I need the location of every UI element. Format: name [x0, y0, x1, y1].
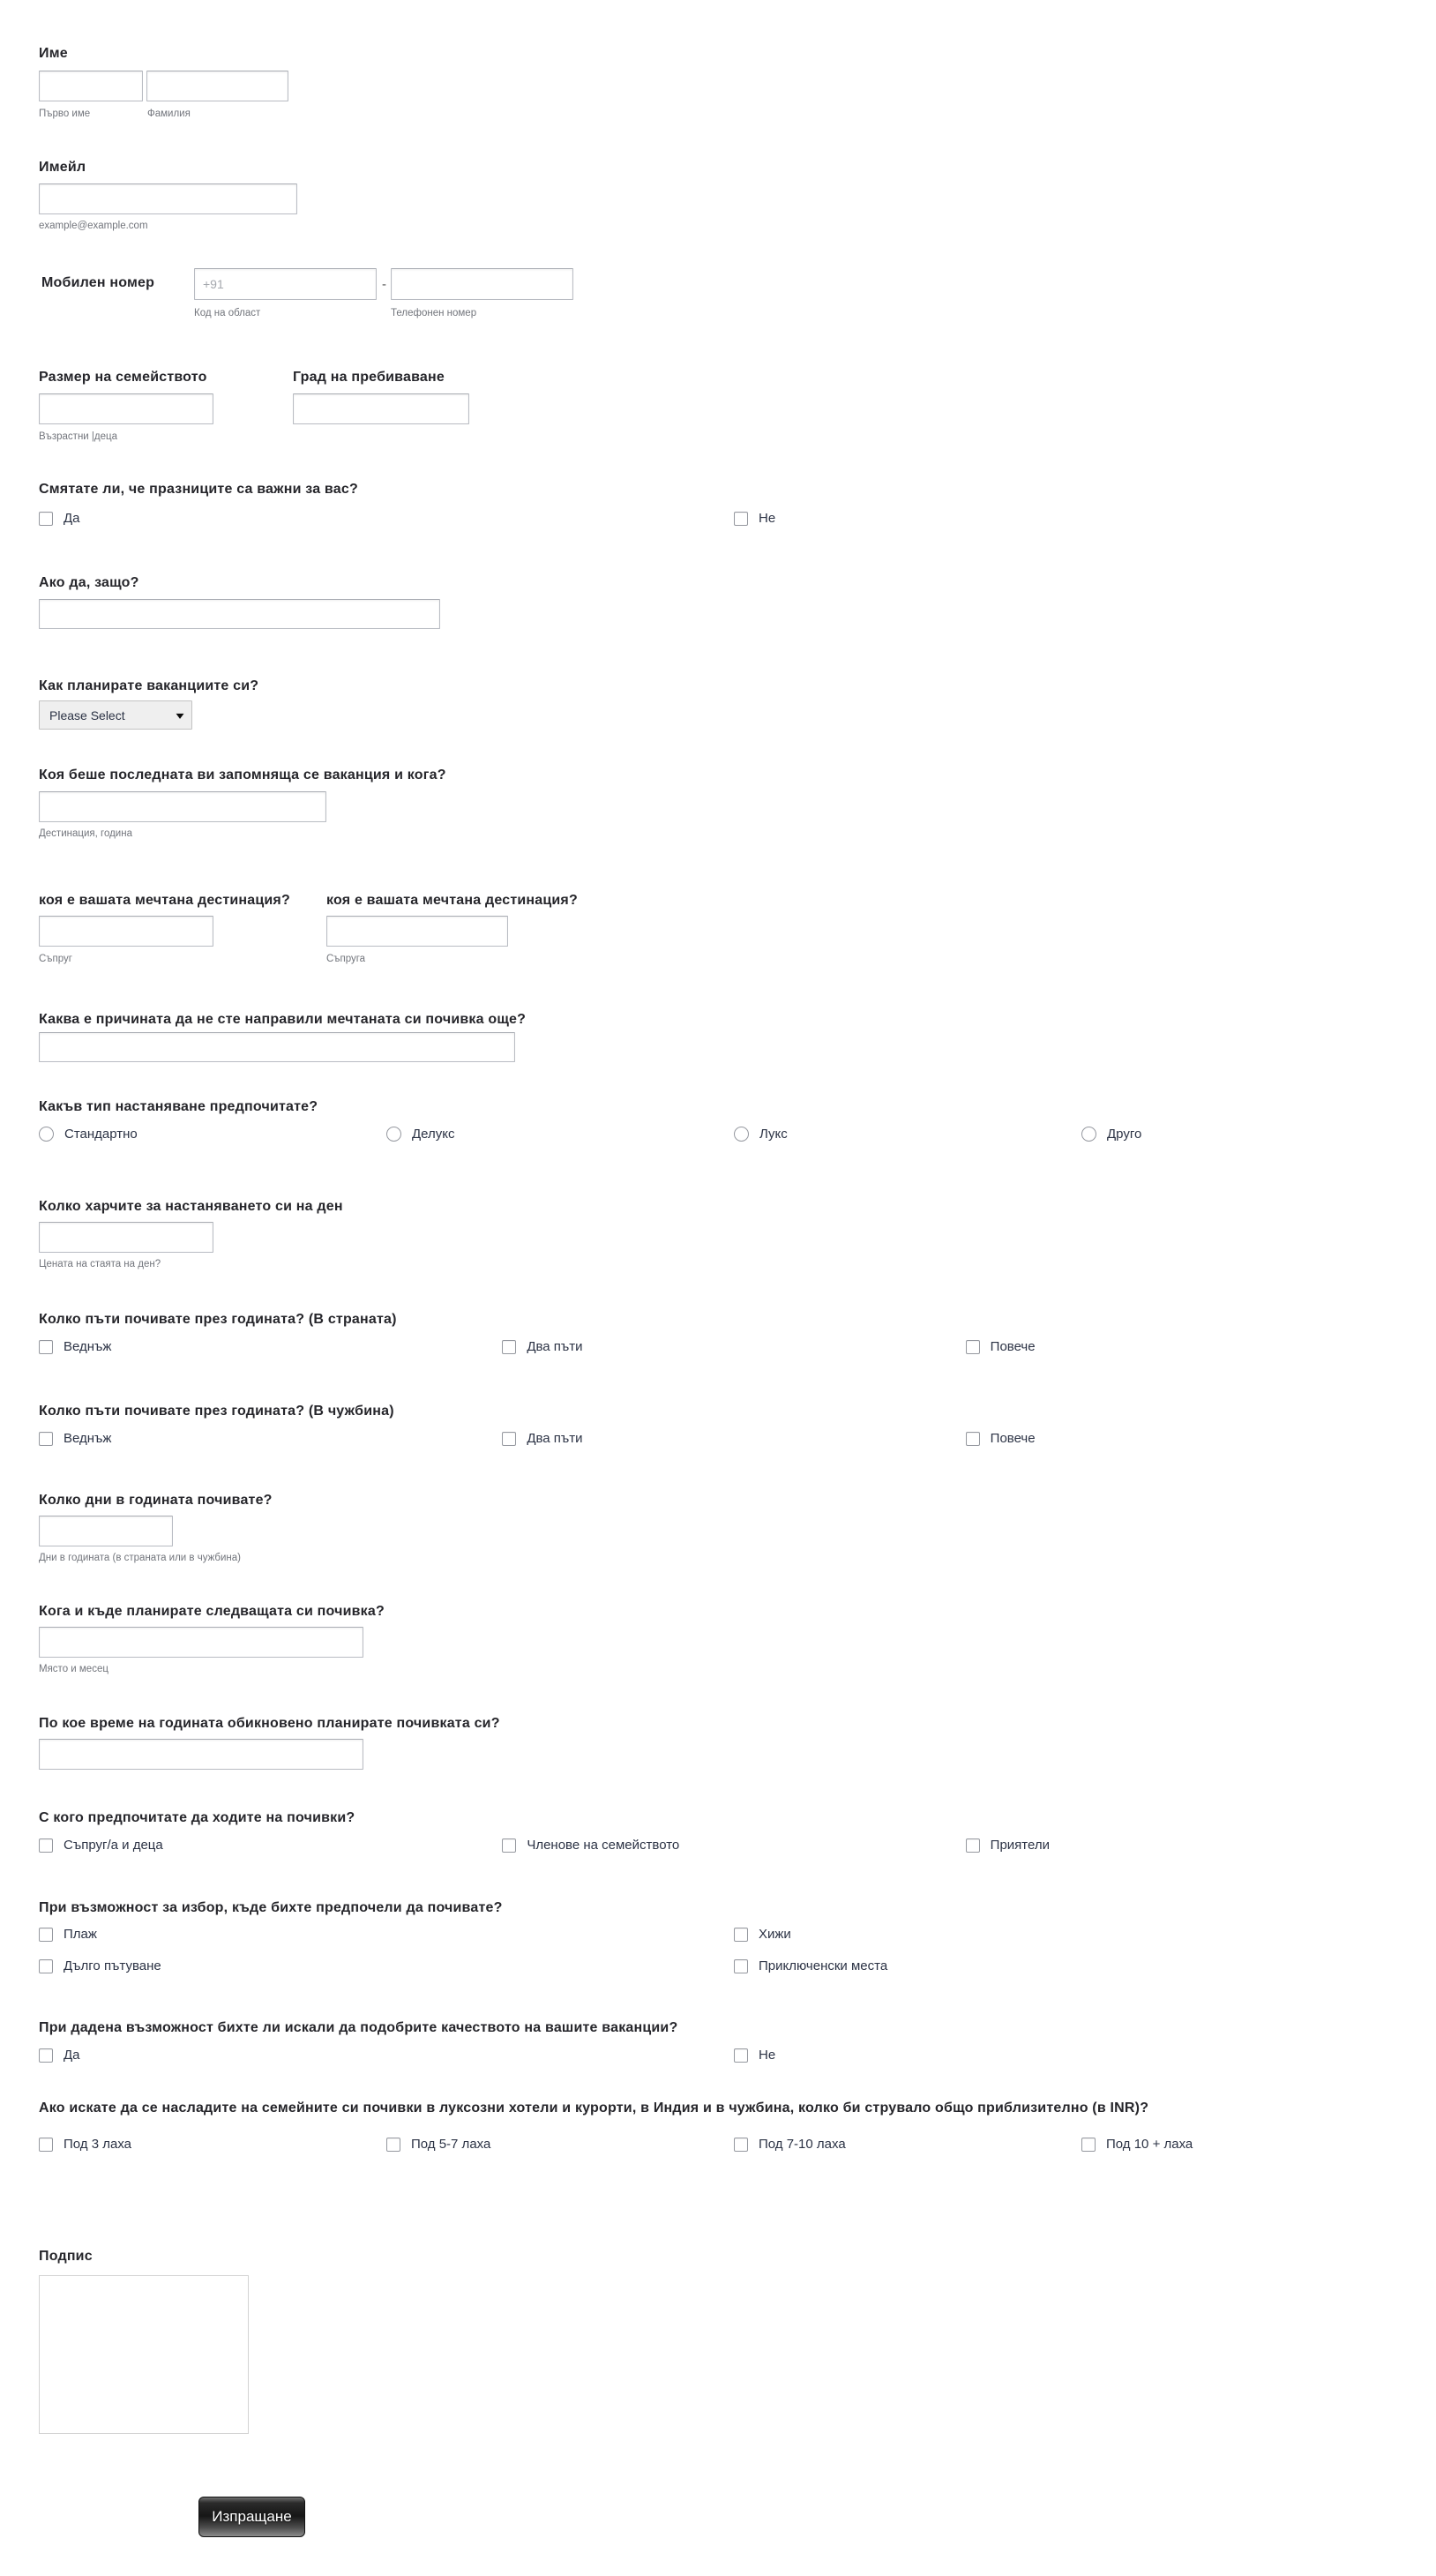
times-abroad-question-label: Колко пъти почивате през годината? (В чужбина)	[39, 1404, 394, 1419]
dream-destination-husband-input[interactable]	[39, 916, 213, 947]
spend-per-day-sublabel: Цената на стаята на ден?	[39, 1259, 161, 1269]
time-of-year-input[interactable]	[39, 1739, 363, 1770]
checkbox-option-no[interactable]: Не	[734, 511, 1429, 526]
checkbox-icon[interactable]	[734, 1928, 748, 1942]
checkbox-option-under-10-plus-lakh[interactable]: Под 10 + лаха	[1081, 2137, 1429, 2152]
radio-icon[interactable]	[1081, 1127, 1096, 1142]
time-of-year-question-label: По кое време на годината обикновено планирате почивката си?	[39, 1716, 500, 1731]
checkbox-option-under-5-7-lakh[interactable]: Под 5-7 лаха	[386, 2137, 734, 2152]
improve-quality-question-label: При дадена възможност бихте ли искали да подобрите качеството на вашите ваканции?	[39, 2020, 678, 2035]
dream-destination-wife-question-label: коя е вашата мечтана дестинация?	[326, 893, 578, 908]
last-name-sublabel: Фамилия	[147, 109, 191, 119]
where-prefer-options	[39, 1927, 1429, 1973]
checkbox-option-friends[interactable]: Приятели	[966, 1838, 1429, 1853]
how-plan-question-label: Как планирате ваканциите си?	[39, 678, 259, 693]
checkbox-option-long-trip[interactable]: Дълго пътуване	[39, 1958, 734, 1973]
checkbox-option-yes[interactable]: Да	[39, 2048, 734, 2063]
spend-per-day-question-label: Колко харчите за настаняването си на ден	[39, 1199, 343, 1214]
checkbox-icon[interactable]	[502, 1340, 516, 1354]
checkbox-icon[interactable]	[39, 1959, 53, 1973]
times-domestic-question-label: Колко пъти почивате през годината? (В страната)	[39, 1312, 397, 1327]
checkbox-icon[interactable]	[734, 2138, 748, 2152]
checkbox-icon[interactable]	[502, 1838, 516, 1853]
family-size-sublabel: Възрастни |деца	[39, 431, 117, 442]
phone-question-label: Мобилен номер	[41, 275, 155, 290]
last-vacation-question-label: Коя беше последната ви запомняща се ваканция и кога?	[39, 768, 446, 783]
chevron-down-icon: ▾	[176, 708, 184, 722]
checkbox-icon[interactable]	[966, 1838, 980, 1853]
checkbox-option-beach[interactable]: Плаж	[39, 1927, 734, 1942]
name-question-label: Име	[39, 46, 68, 61]
next-vacation-sublabel: Място и месец	[39, 1664, 108, 1674]
checkbox-option-no[interactable]: Не	[734, 2048, 1429, 2063]
next-vacation-input[interactable]	[39, 1627, 363, 1658]
inr-cost-options	[39, 2137, 1429, 2152]
checkbox-option-spouse-children[interactable]: Съпруг/а и деца	[39, 1838, 502, 1853]
first-name-input[interactable]	[39, 71, 143, 101]
checkbox-option-more[interactable]: Повече	[966, 1339, 1429, 1354]
checkbox-icon[interactable]	[734, 2048, 748, 2063]
checkbox-option-yes[interactable]: Да	[39, 511, 734, 526]
radio-icon[interactable]	[734, 1127, 749, 1142]
phone-number-input[interactable]	[391, 268, 573, 300]
dream-destination-wife-input[interactable]	[326, 916, 508, 947]
checkbox-icon[interactable]	[734, 1959, 748, 1973]
last-name-input[interactable]	[146, 71, 288, 101]
checkbox-icon[interactable]	[39, 1838, 53, 1853]
accommodation-options	[39, 1127, 1429, 1142]
next-vacation-question-label: Кога и къде планирате следващата си почивка?	[39, 1604, 385, 1619]
submit-button[interactable]: Изпращане	[198, 2497, 305, 2537]
checkbox-option-family-members[interactable]: Членове на семейството	[502, 1838, 965, 1853]
checkbox-icon[interactable]	[1081, 2138, 1096, 2152]
checkbox-option-lodges[interactable]: Хижи	[734, 1927, 1429, 1942]
checkbox-option-more[interactable]: Повече	[966, 1431, 1429, 1446]
radio-option-deluxe[interactable]: Делукс	[386, 1127, 734, 1142]
checkbox-option-under-3-lakh[interactable]: Под 3 лаха	[39, 2137, 386, 2152]
checkbox-option-under-7-10-lakh[interactable]: Под 7-10 лаха	[734, 2137, 1081, 2152]
with-whom-options	[39, 1838, 1429, 1853]
reason-not-done-input[interactable]	[39, 1032, 515, 1062]
how-plan-selected-value: Please Select	[49, 708, 125, 723]
holidays-important-options	[39, 511, 1429, 526]
radio-option-lux[interactable]: Лукс	[734, 1127, 1081, 1142]
radio-icon[interactable]	[386, 1127, 401, 1142]
checkbox-option-twice[interactable]: Два пъти	[502, 1431, 965, 1446]
checkbox-icon[interactable]	[39, 2138, 53, 2152]
checkbox-icon[interactable]	[39, 1928, 53, 1942]
times-abroad-options	[39, 1431, 1429, 1446]
improve-quality-options	[39, 2048, 1429, 2063]
email-input[interactable]	[39, 183, 297, 214]
area-code-input[interactable]	[194, 268, 377, 300]
with-whom-question-label: С кого предпочитате да ходите на почивки?	[39, 1810, 355, 1825]
checkbox-icon[interactable]	[39, 512, 53, 526]
checkbox-icon[interactable]	[734, 512, 748, 526]
how-plan-select[interactable]	[39, 700, 192, 730]
signature-pad[interactable]	[39, 2275, 249, 2434]
if-yes-why-question-label: Ако да, защо?	[39, 575, 139, 590]
checkbox-icon[interactable]	[386, 2138, 400, 2152]
where-prefer-question-label: При възможност за избор, къде бихте предпочели да почивате?	[39, 1900, 503, 1915]
city-input[interactable]	[293, 393, 469, 424]
checkbox-icon[interactable]	[966, 1432, 980, 1446]
radio-option-other[interactable]: Друго	[1081, 1127, 1429, 1142]
signature-question-label: Подпис	[39, 2249, 93, 2264]
checkbox-option-twice[interactable]: Два пъти	[502, 1339, 965, 1354]
radio-option-standard[interactable]: Стандартно	[39, 1127, 386, 1142]
days-per-year-input[interactable]	[39, 1516, 173, 1546]
dream-destination-wife-sublabel: Съпруга	[326, 954, 366, 964]
checkbox-icon[interactable]	[502, 1432, 516, 1446]
first-name-sublabel: Първо име	[39, 109, 91, 119]
inr-cost-question-label: Ако искате да се насладите на семейните си почивки в луксозни хотели и курорти, в Индия и в чужбина, колко би струвало общо приблизително (в INR)?	[39, 2100, 1149, 2115]
area-code-sublabel: Код на област	[194, 308, 261, 318]
if-yes-why-input[interactable]	[39, 599, 440, 629]
checkbox-icon[interactable]	[39, 1340, 53, 1354]
family-size-question-label: Размер на семейството	[39, 370, 207, 385]
holidays-important-question-label: Смятате ли, че празниците са важни за вас?	[39, 482, 358, 497]
last-vacation-input[interactable]	[39, 791, 326, 822]
checkbox-option-once[interactable]: Веднъж	[39, 1339, 502, 1354]
radio-icon[interactable]	[39, 1127, 54, 1142]
reason-not-done-question-label: Каква е причината да не сте направили мечтаната си почивка още?	[39, 1012, 527, 1027]
days-per-year-sublabel: Дни в годината (в страната или в чужбина)	[39, 1553, 242, 1563]
email-sublabel: example@example.com	[39, 221, 148, 231]
times-domestic-options	[39, 1339, 1429, 1354]
checkbox-option-once[interactable]: Веднъж	[39, 1431, 502, 1446]
accommodation-question-label: Какъв тип настаняване предпочитате?	[39, 1099, 318, 1114]
spend-per-day-input[interactable]	[39, 1222, 213, 1253]
days-per-year-question-label: Колко дни в годината почивате?	[39, 1493, 273, 1508]
phone-separator: -	[382, 277, 386, 292]
phone-number-sublabel: Телефонен номер	[391, 308, 477, 318]
city-question-label: Град на пребиваване	[293, 370, 445, 385]
checkbox-icon[interactable]	[966, 1340, 980, 1354]
checkbox-icon[interactable]	[39, 2048, 53, 2063]
checkbox-option-adventure-places[interactable]: Приключенски места	[734, 1958, 1429, 1973]
dream-destination-husband-sublabel: Съпруг	[39, 954, 72, 964]
family-size-input[interactable]	[39, 393, 213, 424]
checkbox-icon[interactable]	[39, 1432, 53, 1446]
dream-destination-husband-question-label: коя е вашата мечтана дестинация?	[39, 893, 290, 908]
last-vacation-sublabel: Дестинация, година	[39, 828, 132, 839]
email-question-label: Имейл	[39, 160, 86, 175]
